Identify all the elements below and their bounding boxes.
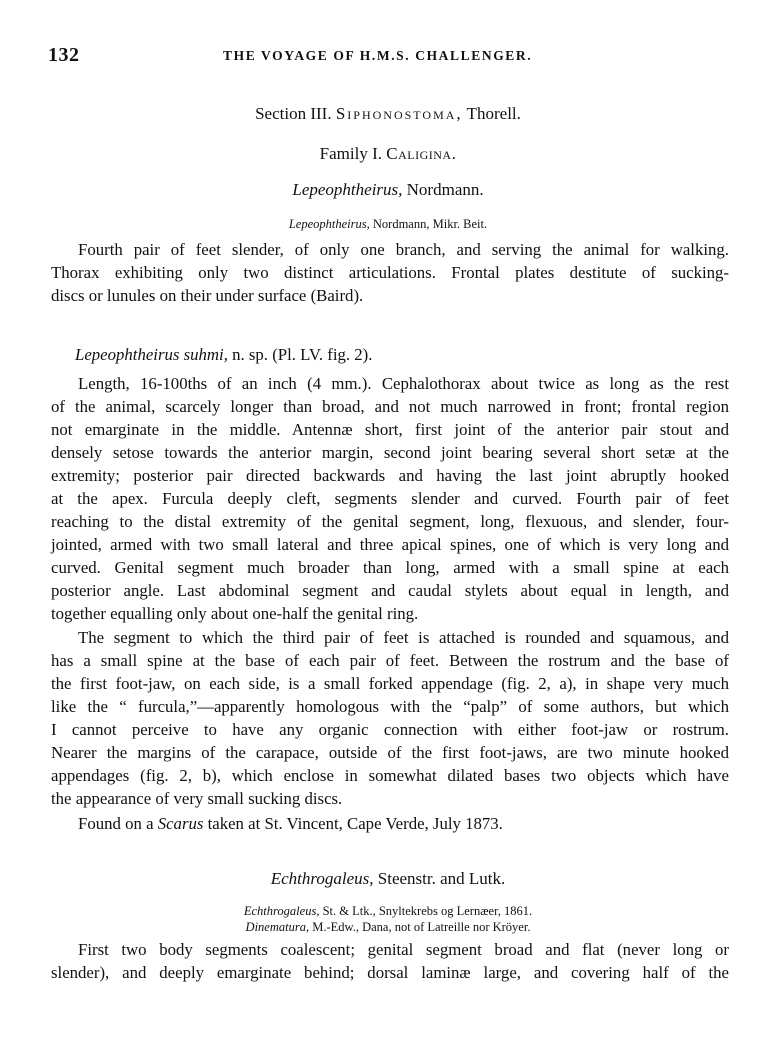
- section-label: Section III.: [255, 104, 332, 123]
- text-line: like the “ furcula,”—apparently homologous with the “palp” of some authors, but which: [51, 697, 729, 716]
- section-heading: [0, 104, 776, 124]
- host-name: Scarus: [157, 814, 204, 833]
- text-line: First two body segments coalescent; genital segment broad and flat (never long or: [78, 940, 729, 959]
- text-line: together equalling only about one-half the genital ring.: [51, 604, 419, 623]
- species-reference: n. sp. (Pl. LV. fig. 2).: [232, 345, 373, 364]
- genus2-reference-name: Echthrogaleus,: [243, 904, 320, 918]
- family-label: Family I.: [319, 144, 382, 163]
- text-line: Fourth pair of feet slender, of only one branch, and serving the animal for walking.: [78, 240, 729, 259]
- text-line: has a small spine at the base of each pair of feet. Between the rostrum and the base of: [51, 651, 729, 670]
- section-author: Thorell.: [466, 104, 521, 123]
- text-line: of the animal, scarcely longer than broad, and not much narrowed in front; frontal region: [51, 397, 729, 416]
- text-line: not emarginate in the middle. Antennæ short, first joint of the anterior pair stout and: [51, 420, 729, 439]
- text-line: Length, 16-100ths of an inch (4 mm.). Cephalothorax about twice as long as the rest: [78, 374, 729, 393]
- text-line: Nearer the margins of the carapace, outside of the first foot-jaws, are two minute hooked: [51, 743, 729, 762]
- genus2-heading: [0, 869, 776, 889]
- synonym-text: M.-Edw., Dana, not of Latreille nor Kröyer.: [312, 920, 531, 934]
- text-line: discs or lunules on their under surface (Baird).: [51, 286, 364, 305]
- locality-line: [78, 813, 729, 835]
- genus-reference-text: Nordmann, Mikr. Beit.: [372, 217, 488, 231]
- text-line: the appearance of very small sucking discs.: [51, 789, 343, 808]
- text-line: extremity; posterior pair directed backwards and having the last joint abruptly hooked: [51, 466, 729, 485]
- text-line: The segment to which the third pair of feet is attached is rounded and squamous, and: [78, 628, 729, 647]
- family-name: Caligina.: [386, 144, 457, 163]
- locality-prefix: Found on a: [78, 814, 154, 833]
- genus-reference-name: Lepeophtheirus,: [288, 217, 370, 231]
- genus2-reference-text: St. & Ltk., Snyltekrebs og Lernæer, 1861.: [322, 904, 533, 918]
- running-title: THE VOYAGE OF H.M.S. CHALLENGER.: [223, 48, 533, 63]
- synonym-name: Dinematura,: [245, 920, 310, 934]
- genus-name: Lepeophtheirus,: [292, 180, 403, 199]
- species-heading: [75, 344, 753, 366]
- section-name: Siphonostoma,: [335, 104, 463, 123]
- text-line: appendages (fig. 2, b), which enclose in somewhat dilated bases two objects which have: [51, 766, 729, 785]
- text-line: posterior angle. Last abdominal segment and caudal stylets about equal in length, and: [51, 581, 729, 600]
- text-line: slender), and deeply emarginate behind; dorsal laminæ large, and covering half of the: [51, 963, 729, 982]
- genus2-reference-2: [0, 920, 776, 935]
- text-line: densely setose towards the anterior margin, second joint bearing several short setæ at the: [51, 443, 729, 462]
- text-line: I cannot perceive to have any organic connection with either foot-jaw or rostrum.: [51, 720, 729, 739]
- genus-author: Nordmann.: [406, 180, 484, 199]
- text-line: curved. Genital segment much broader than long, armed with a small spine at each: [51, 558, 729, 577]
- page-number: 132: [48, 44, 80, 66]
- genus2-author: Steenstr. and Lutk.: [377, 869, 506, 888]
- genus-reference: [0, 217, 776, 232]
- genus2-name: Echthrogaleus,: [270, 869, 374, 888]
- genus2-reference-1: [0, 904, 776, 919]
- locality-text: taken at St. Vincent, Cape Verde, July 1873.: [207, 814, 503, 833]
- species-name: Lepeophtheirus suhmi,: [75, 345, 228, 364]
- family-heading: [0, 144, 776, 164]
- text-line: Thorax exhibiting only two distinct articulations. Frontal plates destitute of sucking-: [51, 263, 729, 282]
- text-line: the first foot-jaw, on each side, is a small forked appendage (fig. 2, a), in shape very much: [51, 674, 729, 693]
- genus-heading: [0, 180, 776, 200]
- text-line: jointed, armed with two small lateral and three apical spines, one of which is very long and: [51, 535, 729, 554]
- text-line: at the apex. Furcula deeply cleft, segments slender and curved. Fourth pair of feet: [51, 489, 729, 508]
- text-line: reaching to the distal extremity of the genital segment, long, flexuous, and slender, four-: [51, 512, 729, 531]
- running-head: [48, 44, 728, 68]
